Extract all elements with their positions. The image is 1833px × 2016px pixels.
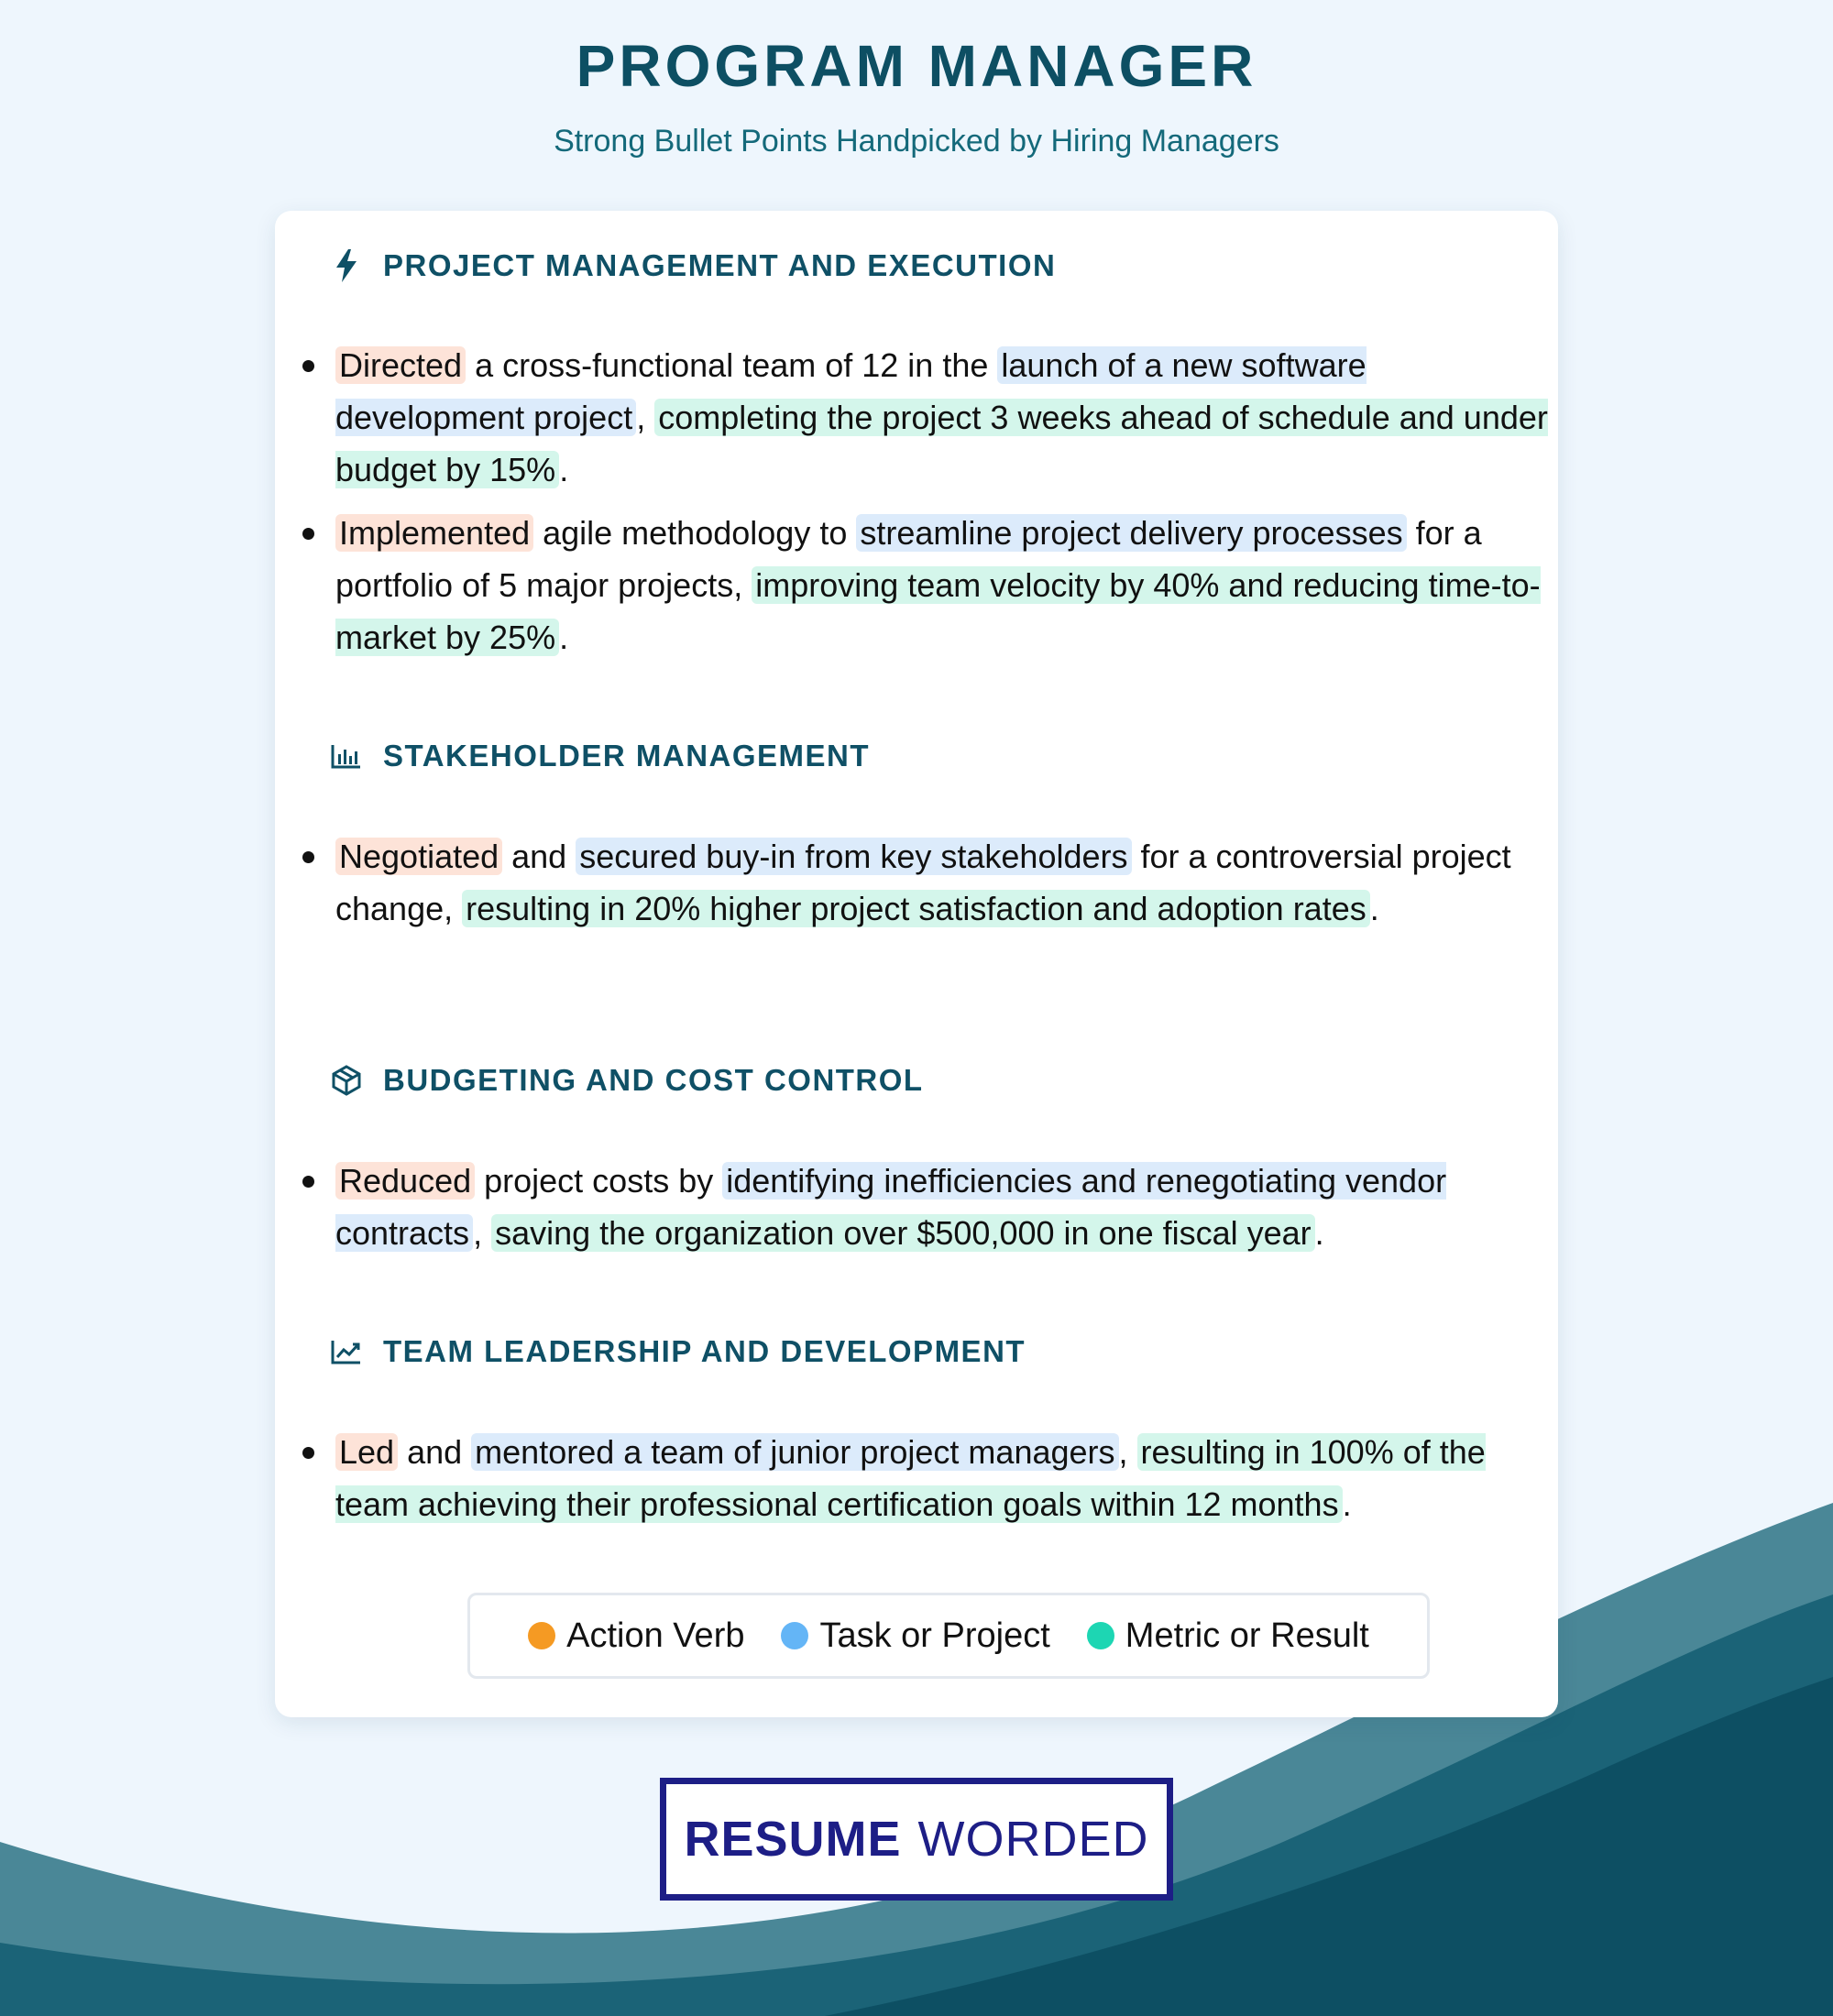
bullet-text: and — [502, 838, 576, 875]
lightning-icon — [328, 247, 365, 284]
legend-dot — [528, 1622, 555, 1649]
action-verb-highlight: Implemented — [335, 514, 533, 552]
task-highlight: streamline project delivery processes — [856, 514, 1406, 552]
line-chart-icon — [328, 1333, 365, 1370]
metric-highlight: completing the project 3 weeks ahead of schedule and under budget by 15% — [335, 399, 1548, 488]
section-heading-label: PROJECT MANAGEMENT AND EXECUTION — [383, 248, 1057, 282]
section-heading-team-leadership — [328, 1333, 1026, 1370]
bullet-item — [299, 507, 1554, 663]
legend-label: Task or Project — [819, 1616, 1050, 1655]
legend-item-task-or-project — [781, 1616, 1049, 1656]
legend-item-metric-or-result — [1087, 1616, 1369, 1656]
bullet-text: agile methodology to — [533, 514, 857, 552]
bullet-list — [299, 1155, 1554, 1270]
bullet-item — [299, 339, 1554, 496]
bullet-text: . — [1314, 1214, 1324, 1252]
task-highlight: identifying inefficiencies and renegotiating vendor contracts — [335, 1162, 1447, 1252]
section-heading-stakeholder-management — [328, 738, 870, 774]
legend-item-action-verb — [528, 1616, 744, 1656]
task-highlight: mentored a team of junior project managers — [471, 1433, 1118, 1471]
section-heading-label: STAKEHOLDER MANAGEMENT — [383, 739, 871, 772]
action-verb-highlight: Negotiated — [335, 838, 502, 875]
section-heading-budgeting — [328, 1062, 924, 1099]
bullet-text: . — [1342, 1485, 1352, 1523]
bullet-dot — [302, 851, 314, 863]
bullet-list — [299, 339, 1554, 674]
page-title: PROGRAM MANAGER — [576, 33, 1257, 99]
bullet-dot — [302, 1176, 314, 1188]
cube-icon — [328, 1062, 365, 1099]
bullet-text: , — [636, 399, 655, 436]
section-heading-label: BUDGETING AND COST CONTROL — [383, 1063, 924, 1097]
bullet-dot — [302, 360, 314, 372]
metric-highlight: improving team velocity by 40% and reducing time-to-market by 25% — [335, 566, 1541, 656]
task-highlight: launch of a new software development project — [335, 346, 1367, 436]
task-highlight: secured buy-in from key stakeholders — [576, 838, 1131, 875]
bullet-text: , — [473, 1214, 492, 1252]
bullet-text: for a controversial project change, — [335, 838, 1511, 927]
action-verb-highlight: Directed — [335, 346, 466, 384]
metric-highlight: resulting in 100% of the team achieving their professional certification goals within 12 months — [335, 1433, 1486, 1523]
bullet-text: a cross-functional team of 12 in the — [466, 346, 998, 384]
bullet-text: project costs by — [475, 1162, 723, 1200]
legend — [467, 1593, 1430, 1679]
bar-chart-icon — [328, 738, 365, 774]
legend-label: Action Verb — [566, 1616, 745, 1655]
page-header — [0, 27, 1833, 161]
logo-text-light: WORDED — [917, 1812, 1149, 1867]
action-verb-highlight: Led — [335, 1433, 398, 1471]
metric-highlight: resulting in 20% higher project satisfaction and adoption rates — [462, 890, 1370, 927]
bullet-list — [299, 1426, 1554, 1541]
bullet-item — [299, 1426, 1554, 1530]
bullet-item — [299, 830, 1554, 935]
bullet-dot — [302, 1447, 314, 1459]
bullet-item — [299, 1155, 1554, 1259]
legend-label: Metric or Result — [1125, 1616, 1369, 1655]
legend-dot — [1087, 1622, 1114, 1649]
bullet-text: . — [559, 619, 569, 656]
bullet-text: and — [398, 1433, 472, 1471]
bullet-points-card — [275, 211, 1558, 1717]
action-verb-highlight: Reduced — [335, 1162, 475, 1200]
bullet-text: , — [1118, 1433, 1137, 1471]
legend-dot — [781, 1622, 808, 1649]
resume-worded-logo[interactable] — [660, 1778, 1173, 1901]
bullet-text: for a portfolio of 5 major projects, — [335, 514, 1482, 604]
section-heading-project-management — [328, 247, 1056, 284]
bullet-dot — [302, 528, 314, 540]
page-subtitle: Strong Bullet Points Handpicked by Hiring Managers — [554, 124, 1279, 159]
bullet-text: . — [1369, 890, 1379, 927]
section-heading-label: TEAM LEADERSHIP AND DEVELOPMENT — [383, 1334, 1026, 1368]
bullet-text: . — [559, 451, 569, 488]
bullet-list — [299, 830, 1554, 946]
metric-highlight: saving the organization over $500,000 in one fiscal year — [491, 1214, 1315, 1252]
logo-text-bold: RESUME — [684, 1812, 902, 1867]
